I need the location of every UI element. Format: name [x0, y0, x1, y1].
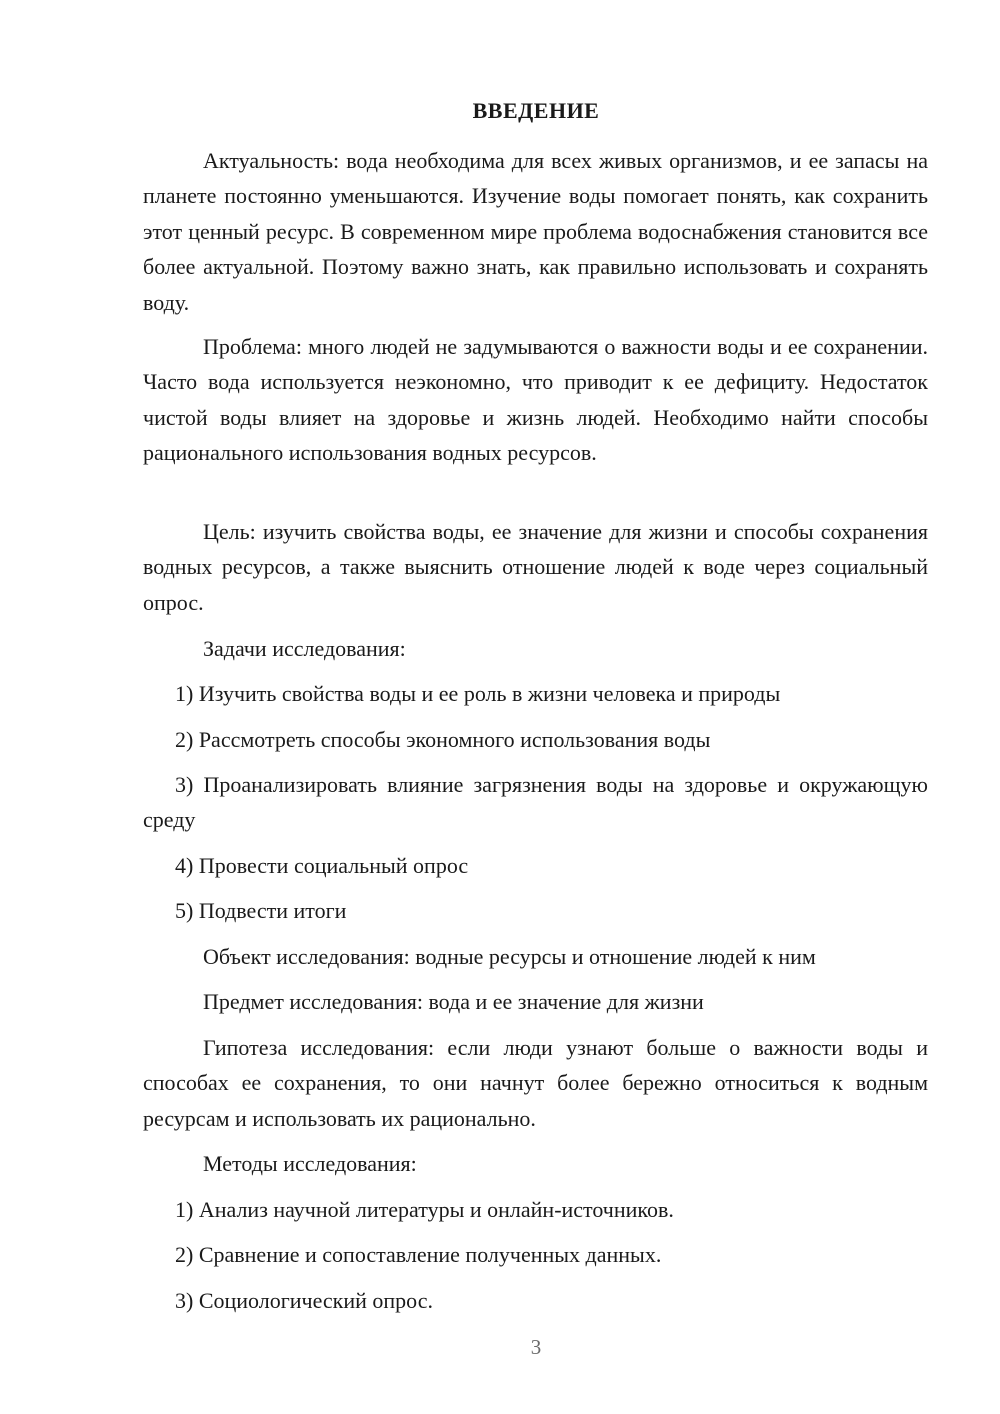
- methods-heading: Методы исследования:: [203, 1151, 417, 1176]
- relevance-paragraph: Актуальность: вода необходима для всех живых организмов, и ее запасы на планете постоянно уменьшаются. Изучение воды помогает понять, как сохранить этот ценный ресурс. В современном мире проблема водоснабжения становится все более актуальной. Поэтому важно знать, как правильно использовать и сохранять воду.: [143, 148, 928, 315]
- object-paragraph: Объект исследования: водные ресурсы и отношение людей к ним: [203, 944, 816, 969]
- subject-paragraph: Предмет исследования: вода и ее значение для жизни: [203, 989, 704, 1014]
- task-item-2: 2) Рассмотреть способы экономного использования воды: [175, 727, 711, 752]
- task-item-5: 5) Подвести итоги: [175, 898, 347, 923]
- page-number: 3: [530, 1335, 542, 1359]
- hypothesis-paragraph: Гипотеза исследования: если люди узнают больше о важности воды и способах ее сохранения, то они начнут более бережно относиться к водным ресурсам и использовать их рационально.: [143, 1035, 928, 1131]
- method-item-2: 2) Сравнение и сопоставление полученных данных.: [175, 1242, 662, 1267]
- task-item-3: 3) Проанализировать влияние загрязнения воды на здоровье и окружающую среду: [143, 772, 928, 833]
- method-item-3: 3) Социологический опрос.: [175, 1288, 433, 1313]
- tasks-heading: Задачи исследования:: [203, 636, 406, 661]
- page-title: ВВЕДЕНИЕ: [472, 98, 600, 123]
- goal-paragraph: Цель: изучить свойства воды, ее значение для жизни и способы сохранения водных ресурсов, а также выяснить отношение людей к воде через социальный опрос.: [143, 519, 928, 615]
- method-item-1: 1) Анализ научной литературы и онлайн-источников.: [175, 1197, 674, 1222]
- task-item-4: 4) Провести социальный опрос: [175, 853, 469, 878]
- problem-paragraph: Проблема: много людей не задумываются о важности воды и ее сохранении. Часто вода используется неэкономно, что приводит к ее дефициту. Недостаток чистой воды влияет на здоровье и жизнь людей. Необходимо найти способы рационального использования водных ресурсов.: [143, 334, 928, 466]
- task-item-1: 1) Изучить свойства воды и ее роль в жизни человека и природы: [175, 681, 781, 706]
